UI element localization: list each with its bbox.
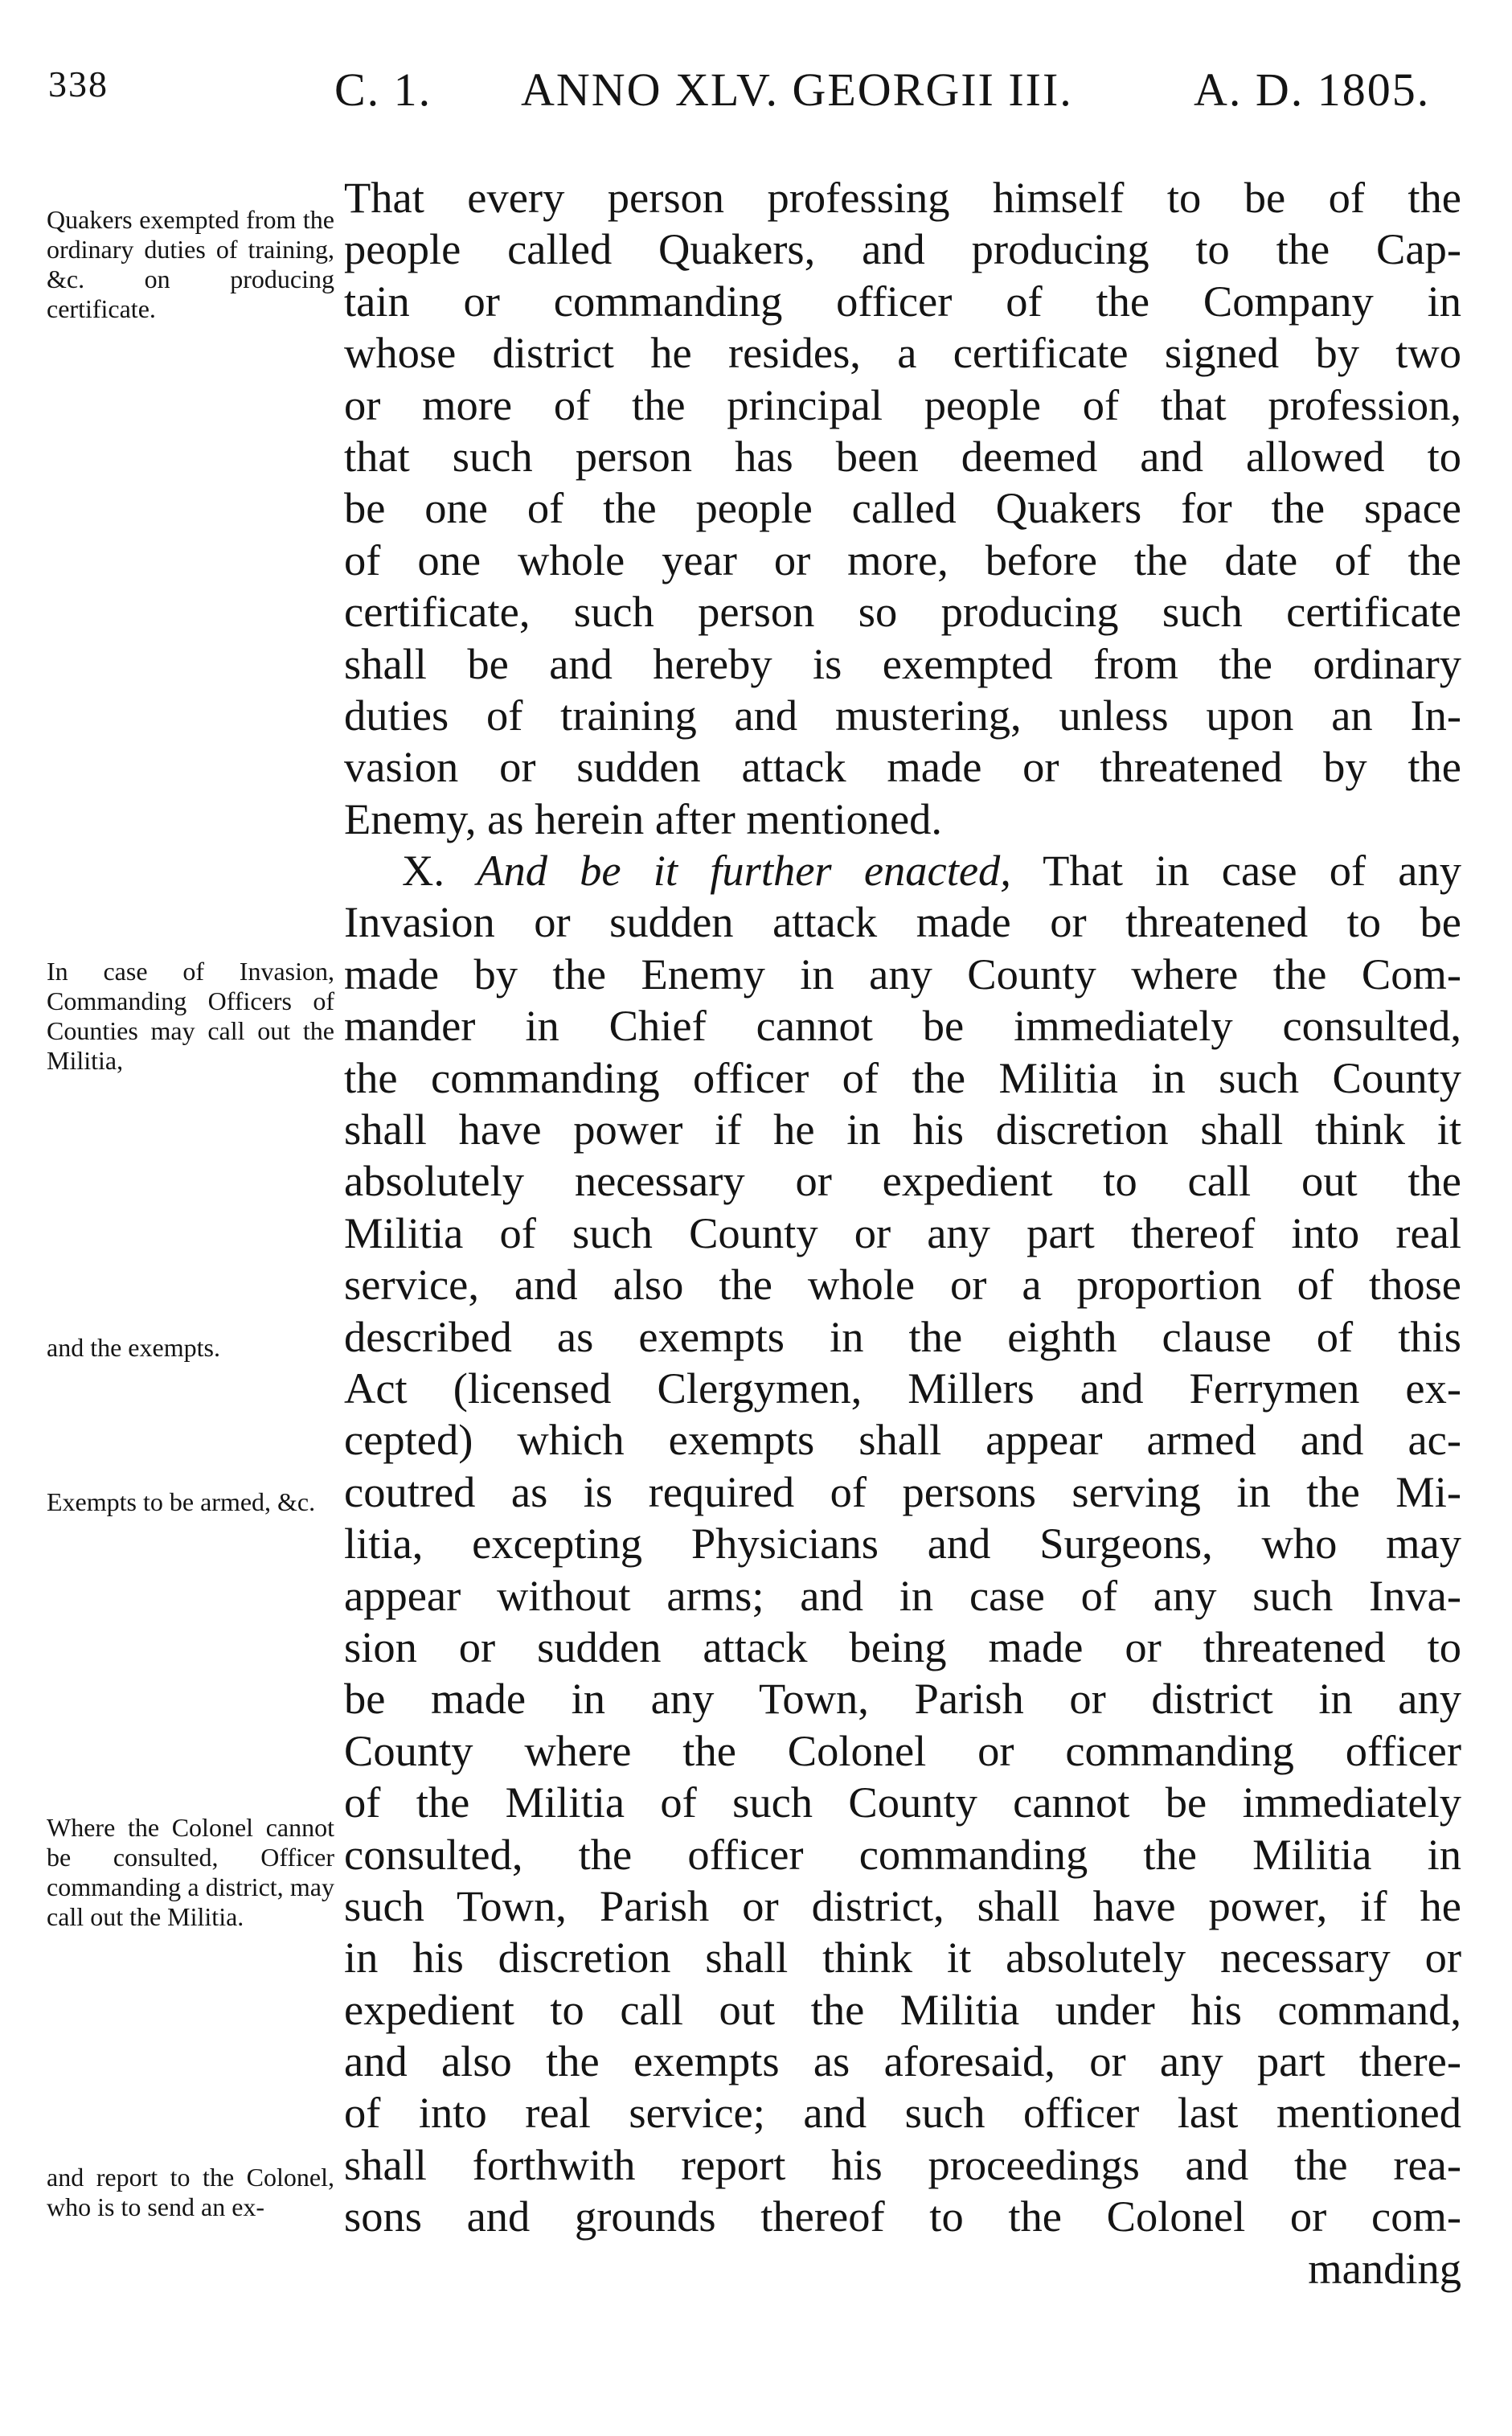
text-line: or more of the principal people of that profession, [344,379,1461,429]
text-line: Enemy, as herein after mentioned. [344,794,943,843]
margin-note-exempts-armed: Exempts to be armed, &c. [47,1487,316,1516]
text-line: absolutely necessary or expedient to call out the [344,1156,1461,1206]
text-line: that such person has been deemed and allowed to [344,431,1461,481]
text-line: Act (licensed Clergymen, Millers and Ferrymen ex- [344,1363,1461,1413]
text-line: made by the Enemy in any County where the Com- [344,949,1461,999]
text-line: cepted) which exempts shall appear armed and ac- [344,1415,1461,1465]
text-line: tain or commanding officer of the Company in [344,276,1461,326]
section-x-first-line [344,845,1461,896]
running-title: ANNO XLV. GEORGII III. [521,64,1073,116]
chapter-number: C. 1. [334,64,432,116]
text-line: That every person professing himself to be of the [344,173,1461,222]
paragraph-quakers [344,172,1461,845]
text-line: service, and also the whole or a proportion of those [344,1260,1461,1310]
text-line: coutred as is required of persons serving in the Mi- [344,1466,1461,1516]
text-line: consulted, the officer commanding the Militia in [344,1829,1461,1879]
text-line: shall be and hereby is exempted from the ordinary [344,638,1461,688]
running-date: A. D. 1805. [1194,64,1431,116]
text-line: of one whole year or more, before the date of the [344,535,1461,584]
text-line: sons and grounds thereof to the Colonel or com- [344,2192,1461,2241]
text-line: Militia of such County or any part thereof into real [344,1208,1461,1257]
text-line: County where the Colonel or commanding officer [344,1725,1461,1775]
catchword: manding [1308,2243,1461,2293]
margin-note-exempts: and the exempts. [47,1333,220,1362]
section-x-first-line-rest: That in case of any [1043,846,1461,896]
text-line: people called Quakers, and producing to the Cap- [344,224,1461,274]
text-line: be one of the people called Quakers for the space [344,483,1461,533]
margin-note-invasion: In case of Invasion, Commanding Officers of Counties may call out the Militia, [47,957,334,1075]
text-line: and also the exempts as aforesaid, or any part there- [344,2036,1461,2086]
section-number: X. [402,846,445,896]
enacting-phrase: And be it further enacted, [477,846,1011,896]
text-line: expedient to call out the Militia under his command, [344,1984,1461,2034]
text-line: such Town, Parish or district, shall have power, if he [344,1880,1461,1930]
text-line: mander in Chief cannot be immediately consulted, [344,1001,1461,1051]
text-line: vasion or sudden attack made or threatened by the [344,742,1461,792]
text-line: whose district he resides, a certificate signed by two [344,328,1461,378]
margin-note-colonel-not-consulted: Where the Colonel cannot be consulted, Officer commanding a district, may call out the Militia. [47,1813,334,1931]
text-line: in his discretion shall think it absolutely necessary or [344,1933,1461,1983]
text-line: duties of training and mustering, unless upon an In- [344,690,1461,740]
text-line: the commanding officer of the Militia in such County [344,1052,1461,1102]
text-line: described as exempts in the eighth clause of this [344,1311,1461,1361]
text-line: Invasion or sudden attack made or threatened to be [344,897,1461,947]
margin-note-quakers: Quakers exempted from the ordinary duties of training, &c. on producing certificate. [47,205,334,323]
main-text [344,172,1461,2295]
text-line: shall forthwith report his proceedings and the rea- [344,2139,1461,2189]
text-line: of the Militia of such County cannot be immediately [344,1778,1461,1827]
text-line: appear without arms; and in case of any such Inva- [344,1570,1461,1620]
page-number: 338 [48,64,109,105]
text-line: litia, excepting Physicians and Surgeons, who may [344,1519,1461,1569]
running-head [48,63,1479,143]
paragraph-invasion [344,896,1461,2242]
text-line: of into real service; and such officer last mentioned [344,2088,1461,2138]
text-line: shall have power if he in his discretion shall think it [344,1105,1461,1154]
text-line: be made in any Town, Parish or district in any [344,1674,1461,1724]
text-line: certificate, such person so producing such certificate [344,587,1461,637]
margin-note-report-to-colonel: and report to the Colonel, who is to send an ex- [47,2163,334,2221]
text-line: sion or sudden attack being made or threatened to [344,1622,1461,1671]
